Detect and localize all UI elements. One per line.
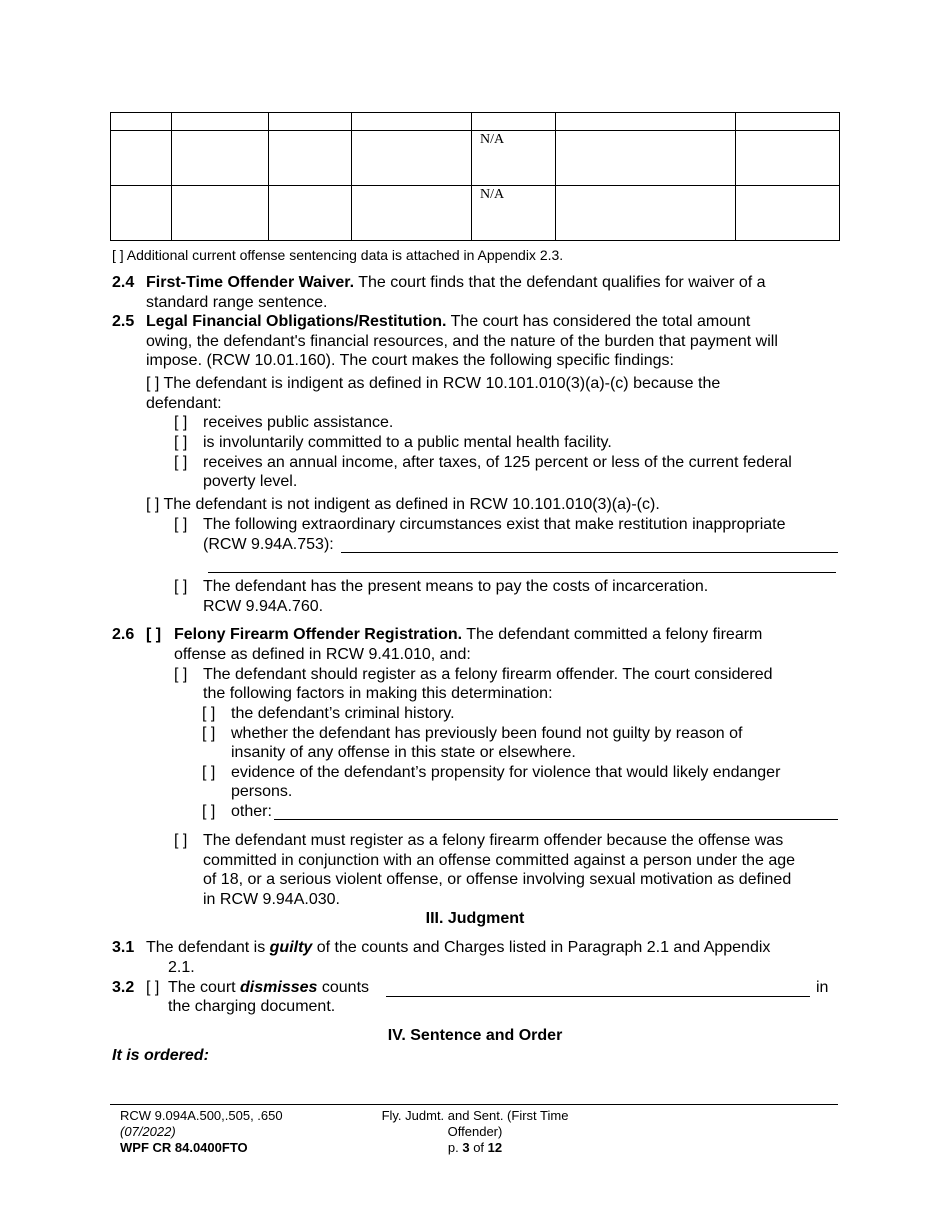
checkbox: [ ] (202, 705, 216, 722)
checkbox: [ ] (202, 803, 216, 820)
list-item: whether the defendant has previously been found not guilty by reason of (231, 725, 743, 742)
table-cell: N/A (472, 186, 556, 241)
fill-in-line[interactable] (274, 819, 838, 820)
checkbox: [ ] (174, 578, 188, 595)
section-number: 2.5 (112, 313, 135, 330)
appendix-note: [ ] Additional current offense sentencing data is attached in Appendix 2.3. (112, 247, 564, 263)
section-2-4-line1: First-Time Offender Waiver. The court finds that the defendant qualifies for waiver of a (146, 274, 766, 291)
checkbox: [ ] (202, 764, 216, 781)
footer-divider (110, 1104, 838, 1105)
checkbox: [ ] (146, 979, 160, 996)
checkbox: [ ] (174, 832, 188, 849)
indigent-checkbox-item: [ ] The defendant is indigent as defined in RCW 10.101.010(3)(a)-(c) because the (146, 375, 721, 392)
fill-in-line[interactable] (208, 572, 836, 573)
footer-date: (07/2022) (120, 1124, 176, 1139)
table-row (111, 186, 840, 241)
footer-page-number: p. 3 of 12 (447, 1140, 503, 1155)
section-number: 3.2 (112, 979, 135, 996)
fill-in-line[interactable] (341, 552, 838, 553)
list-item: other: (231, 803, 272, 820)
footer-title: Fly. Judmt. and Sent. (First Time (381, 1108, 569, 1123)
footer-form-number: WPF CR 84.0400FTO (120, 1140, 248, 1155)
section-number: 3.1 (112, 939, 135, 956)
list-item: The defendant should register as a felony firearm offender. The court considered (203, 666, 773, 683)
checkbox: [ ] (174, 666, 188, 683)
checkbox: [ ] (146, 626, 162, 643)
table-row (111, 131, 840, 186)
list-item: The defendant has the present means to pay the costs of incarceration. (203, 578, 709, 595)
checkbox: [ ] (174, 516, 188, 533)
section-title: Felony Firearm Offender Registration. (174, 626, 463, 643)
section-number: 2.6 (112, 626, 135, 643)
dismissed-counts-field[interactable] (386, 996, 810, 997)
sentence-heading: IV. Sentence and Order (387, 1027, 563, 1044)
table-row (111, 113, 840, 131)
sentencing-data-table (110, 112, 840, 241)
checkbox: [ ] (174, 414, 188, 431)
section-2-4 (112, 273, 134, 293)
checkbox: [ ] (202, 725, 216, 742)
table-cell: N/A (472, 131, 556, 186)
checkbox: [ ] (174, 454, 188, 471)
footer-rcw: RCW 9.094A.500,.505, .650 (120, 1108, 283, 1123)
checkbox: [ ] (174, 434, 188, 451)
list-item: is involuntarily committed to a public mental health facility. (203, 434, 612, 451)
section-number: 2.4 (112, 274, 135, 291)
list-item: receives an annual income, after taxes, of 125 percent or less of the current federal (203, 454, 792, 471)
section-title: First-Time Offender Waiver. (146, 274, 355, 291)
not-indigent-checkbox-item: [ ] The defendant is not indigent as defined in RCW 10.101.010(3)(a)-(c). (146, 496, 660, 513)
list-item: receives public assistance. (203, 414, 394, 431)
section-2-6-line1: Felony Firearm Offender Registration. The defendant committed a felony firearm (174, 626, 763, 643)
list-item: evidence of the defendant’s propensity for violence that would likely endanger (231, 764, 781, 781)
paragraph-3-1: The defendant is guilty of the counts and Charges listed in Paragraph 2.1 and Appendix (146, 939, 771, 956)
list-item: the defendant’s criminal history. (231, 705, 455, 722)
judgment-heading: III. Judgment (425, 910, 525, 927)
section-2-5-line1: Legal Financial Obligations/Restitution. The court has considered the total amount (146, 313, 751, 330)
section-title: Legal Financial Obligations/Restitution. (146, 313, 447, 330)
paragraph-3-2: The court dismisses counts (168, 979, 370, 996)
list-item: The following extraordinary circumstances exist that make restitution inappropriate (203, 516, 786, 533)
it-is-ordered: It is ordered: (112, 1047, 209, 1064)
list-item: The defendant must register as a felony firearm offender because the offense was (203, 832, 784, 849)
